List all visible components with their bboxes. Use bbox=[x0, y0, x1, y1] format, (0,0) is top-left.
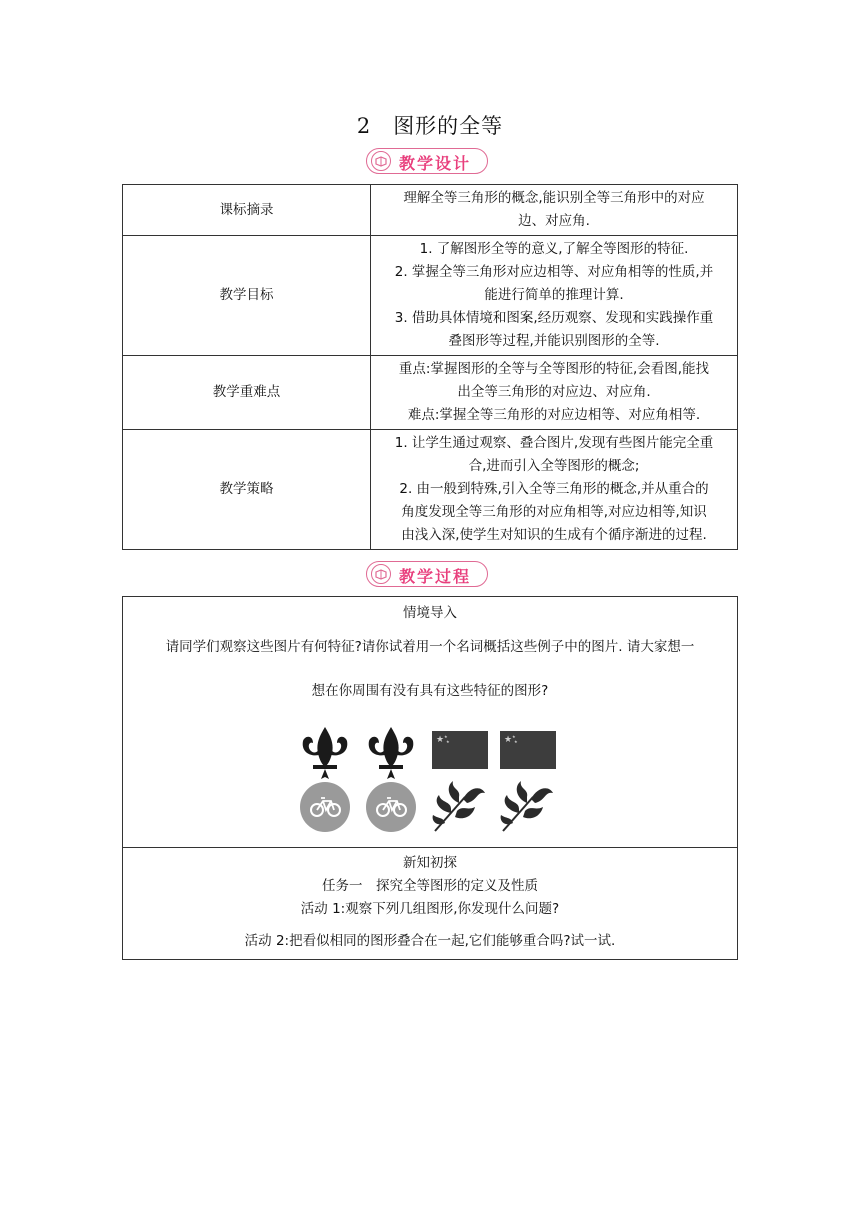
bicycle-sign-icon bbox=[366, 782, 416, 832]
content-line: 由浅入深,使学生对知识的生成有个循序渐进的过程. bbox=[401, 527, 707, 543]
row-content bbox=[371, 236, 738, 356]
content-line: 难点:掌握全等三角形的对应边相等、对应角相等. bbox=[407, 407, 701, 423]
book-icon bbox=[371, 564, 391, 584]
fleur-de-lis-icon bbox=[369, 727, 414, 779]
svg-text:★: ★ bbox=[514, 739, 518, 744]
row-content bbox=[371, 185, 738, 236]
task-title: 任务一 探究全等图形的定义及性质 bbox=[322, 878, 538, 894]
content-line: 边、对应角. bbox=[518, 213, 590, 229]
content-line: 叠图形等过程,并能识别图形的全等. bbox=[448, 333, 660, 349]
table-row bbox=[123, 356, 738, 430]
row-label: 教学策略 bbox=[123, 430, 371, 550]
svg-text:★: ★ bbox=[512, 734, 516, 739]
intro-text-line: 想在你周围有没有具有这些特征的图形? bbox=[311, 683, 549, 699]
content-line: 1. 让学生通过观察、叠合图片,发现有些图片能完全重 bbox=[394, 435, 714, 451]
table-row bbox=[123, 236, 738, 356]
section-number: 2 bbox=[356, 114, 372, 138]
svg-text:★: ★ bbox=[446, 739, 450, 744]
intro-text-line: 请同学们观察这些图片有何特征?请你试着用一个名词概括这些例子中的图片. 请大家想一 bbox=[165, 639, 695, 655]
teaching-process-banner bbox=[366, 561, 488, 587]
table-row bbox=[123, 430, 738, 550]
book-icon bbox=[371, 151, 391, 171]
china-flag-icon bbox=[500, 731, 556, 769]
svg-text:★: ★ bbox=[504, 735, 513, 745]
content-line: 出全等三角形的对应边、对应角. bbox=[457, 384, 651, 400]
content-line: 理解全等三角形的概念,能识别全等三角形中的对应 bbox=[403, 190, 705, 206]
teaching-design-table bbox=[122, 184, 738, 550]
china-flag-icon bbox=[432, 731, 488, 769]
row-label: 课标摘录 bbox=[123, 185, 371, 236]
content-line: 1. 了解图形全等的意义,了解全等图形的特征. bbox=[419, 241, 689, 257]
row-content bbox=[371, 430, 738, 550]
activity-line: 活动 1:观察下列几组图形,你发现什么问题? bbox=[300, 901, 560, 917]
bicycle-sign-icon bbox=[300, 782, 350, 832]
oak-leaf-icon bbox=[501, 781, 553, 831]
content-line: 2. 掌握全等三角形对应边相等、对应角相等的性质,并 bbox=[394, 264, 714, 280]
content-line: 能进行简单的推理计算. bbox=[484, 287, 624, 303]
fleur-de-lis-icon bbox=[303, 727, 348, 779]
content-line: 角度发现全等三角形的对应角相等,对应边相等,知识 bbox=[401, 504, 707, 520]
banner-label: 教学过程 bbox=[399, 567, 472, 586]
teaching-design-banner bbox=[366, 148, 488, 174]
content-line: 3. 借助具体情境和图案,经历观察、发现和实践操作重 bbox=[394, 310, 714, 326]
row-label: 教学重难点 bbox=[123, 356, 371, 430]
new-knowledge-heading: 新知初探 bbox=[403, 855, 457, 871]
intro-heading: 情境导入 bbox=[403, 605, 457, 621]
row-content bbox=[371, 356, 738, 430]
content-line: 重点:掌握图形的全等与全等图形的特征,会看图,能找 bbox=[398, 361, 710, 377]
page-title bbox=[0, 110, 860, 140]
activity-line: 活动 2:把看似相同的图形叠合在一起,它们能够重合吗?试一试. bbox=[244, 933, 616, 949]
scenario-intro-section bbox=[123, 597, 737, 848]
row-label: 教学目标 bbox=[123, 236, 371, 356]
congruent-pictures-figure bbox=[299, 721, 561, 836]
content-line: 合,进而引入全等图形的概念; bbox=[468, 458, 640, 474]
content-line: 2. 由一般到特殊,引入全等三角形的概念,并从重合的 bbox=[399, 481, 709, 497]
svg-text:★: ★ bbox=[444, 734, 448, 739]
table-row bbox=[123, 185, 738, 236]
section-title: 图形的全等 bbox=[393, 114, 504, 138]
oak-leaf-icon bbox=[433, 781, 485, 831]
teaching-process-box bbox=[122, 596, 738, 960]
svg-text:★: ★ bbox=[436, 735, 445, 745]
banner-label: 教学设计 bbox=[399, 154, 472, 173]
